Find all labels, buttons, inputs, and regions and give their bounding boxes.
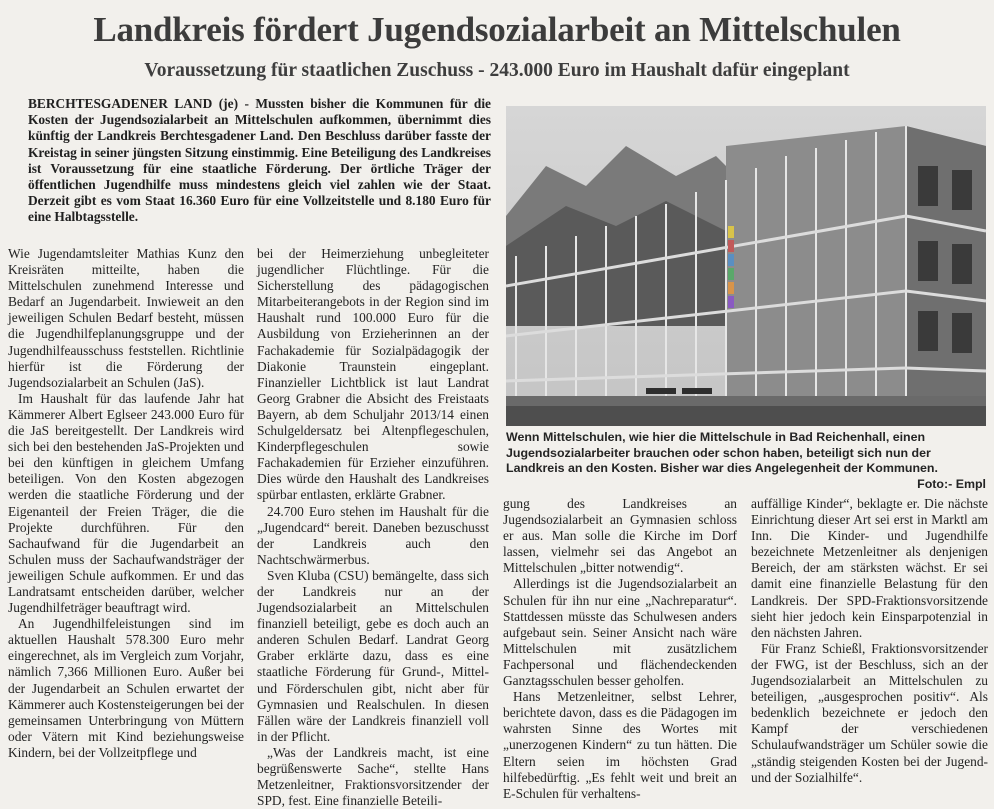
headline: Landkreis fördert Jugendsozialarbeit an Mittelschulen <box>93 10 901 49</box>
paragraph: Für Franz Schießl, Fraktionsvorsitzender der FWG, ist der Beschluss, sich an der Jugendsozialarbeit an Mittelschulen zu beteiligen, „ausgesprochen positiv“. Als bedenklich bezeichnete er jedoch den Kampf der verschiedenen Schulaufwandsträger um Schüler sowie die „ständig steigenden Kosten bei der Jugend- und der Sozialhilfe“. <box>751 640 988 785</box>
paragraph: Sven Kluba (CSU) bemängelte, dass sich der Landkreis nur an der Jugendsozialarbeit an Mittelschulen finanziell beteiligt, gebe es doch auch an anderen Schulen Bedarf. Landrat Georg Graber erklärte dazu, dass es eine staatliche Förderung für Grund-, Mittel- und Förderschulen gibt, nicht aber für Gymnasien und Realschulen. In diesen Fällen wäre der Landkreis finanziell voll in der Pflicht. <box>257 567 489 744</box>
subheadline: Voraussetzung für staatlichen Zuschuss - 243.000 Euro im Haushalt dafür eingeplant <box>144 60 850 81</box>
photo-caption <box>506 430 986 492</box>
school-photo <box>506 106 986 426</box>
paragraph: Allerdings ist die Jugendsozialarbeit an Schulen für ihn nur eine „Nachreparatur“. Stattdessen müsste das Schulwesen anders aufgebaut sein. Seiner Ansicht nach wäre Mittelschulen mit zusätzlichem Fachpersonal und flächendeckenden Ganztagsschulen besser geholfen. <box>503 576 737 689</box>
paragraph: An Jugendhilfeleistungen sind im aktuellen Haushalt 578.300 Euro mehr eingerechnet, als im Vergleich zum Vorjahr, nämlich 7,366 Millionen Euro. Außer bei der Jugendarbeit an Schulen erwartet der Kämmerer auch Kostensteigerungen bei der gemeinsamen Unterbringung von Müttern oder Vätern mit Kind beziehungsweise Kindern, bei der Vollzeitpflege und <box>8 616 244 760</box>
paragraph: Hans Metzenleitner, selbst Lehrer, berichtete davon, dass es die Pädagogen im wahrsten Sinne des Wortes mit „unerzogenen Kindern“ zu tun hätten. Die Eltern seien im höchsten Grad hilfebedürftig. „Es fehlt weit und breit an E-Schulen für verhaltens- <box>503 689 737 801</box>
lead-paragraph: BERCHTESGADENER LAND (je) - Mussten bisher die Kommunen für die Kosten der Jugendsozialarbeit an Mittelschulen aufkommen, übernimmt dies künftig der Landkreis Berchtesgadener Land. Den Beschluss darüber fasste der Kreistag in seiner jüngsten Sitzung einstimmig. Eine Beteiligung des Landkreises ist Voraussetzung für eine staatliche Förderung. Der örtliche Träger der öffentlichen Jugendhilfe muss mindestens gleich viel zahlen wie der Staat. Derzeit gibt es vom Staat 16.360 Euro für eine Vollzeitstelle und 8.180 Euro für eine Halbtagsstelle. <box>28 96 491 225</box>
paragraph: bei der Heimerziehung unbegleiteter jugendlicher Flüchtlinge. Für die Sicherstellung des pädagogischen Mitarbeiterangebots in der Region sind im Haushalt rund 100.000 Euro für die Ausbildung von Erzieherinnen an der Fachakademie für Sozialpädagogik der Diakonie Traunstein eingeplant. Finanzieller Lichtblick ist laut Landrat Georg Grabner die Absicht des Freistaats Bayern, ab dem Schuljahr 2013/14 einen Schulgeldersatz bei Altenpflegeschulen, Kinderpflegeschulen sowie Fachakademien für Erzieher einzuführen. Dies würde den Haushalt des Landkreises spürbar entlasten, erklärte Grabner. <box>257 246 489 503</box>
article-column-2 <box>257 246 489 809</box>
article-column-3 <box>503 496 737 802</box>
paragraph: „Was der Landkreis macht, ist eine begrüßenswerte Sache“, stellte Hans Metzenleitner, Fraktionsvorsitzender der SPD, fest. Eine finanzielle Beteili- <box>257 744 489 809</box>
article-column-4 <box>751 496 988 786</box>
paragraph: gung des Landkreises an Jugendsozialarbeit an Gymnasien schloss er aus. Man solle die Kirche im Dorf lassen, vielmehr sei das Angebot an Mittelschulen „bitter notwendig“. <box>503 496 737 576</box>
caption-text: Wenn Mittelschulen, wie hier die Mittelschule in Bad Reichenhall, einen Jugendsozialarbeiter brauchen oder schon haben, beteiligt sich nun der Landkreis an den Kosten. Bisher war dies Angelegenheit der Kommunen. <box>506 430 938 476</box>
article-column-1 <box>8 246 244 761</box>
paragraph: Im Haushalt für das laufende Jahr hat Kämmerer Albert Eglseer 243.000 Euro für die JaS bereitgestellt. Der Landkreis wird sich bei den bestehenden JaS-Projekten und bei den künftigen in gleichem Umfang beteiligen. Von den Kosten abgezogen werden die staatliche Förderung und der Eigenanteil der Freien Träger, die die Projekte durchführen. Für den Sachaufwand für die Jugendarbeit an Schulen muss der Sachaufwandsträger der jeweiligen Schule aufkommen. Er und das Landratsamt entscheiden darüber, welcher Jugendhilfeträger beauftragt wird. <box>8 390 244 616</box>
paragraph: Wie Jugendamtsleiter Mathias Kunz den Kreisräten mitteilte, haben die Mittelschulen zunehmend Interesse und Bedarf an Jugendarbeit. Inwieweit an den jeweiligen Schulen Bedarf besteht, müssen die Jugendhilfeplanungsgruppe und der Jugendhilfeausschuss feststellen. Richtlinie hierfür ist die Förderung der Jugendsozialarbeit an Schulen (JaS). <box>8 246 244 390</box>
photo-credit: Foto:- Empl <box>917 476 986 491</box>
paragraph: 24.700 Euro stehen im Haushalt für die „Jugendcard“ bereit. Daneben bezuschusst der Landkreis auch den Nachtschwärmerbus. <box>257 503 489 567</box>
paragraph: auffällige Kinder“, beklagte er. Die nächste Einrichtung dieser Art sei erst in Marktl am Inn. Die Kinder- und Jugendhilfe bezeichnete Metzenleitner als denjenigen Bereich, der am stärksten wächst. Er sei damit eine finanzielle Belastung für den Landkreis. Der SPD-Fraktionsvorsitzende sieht hier jedoch kein Einsparpotenzial in den nächsten Jahren. <box>751 496 988 640</box>
